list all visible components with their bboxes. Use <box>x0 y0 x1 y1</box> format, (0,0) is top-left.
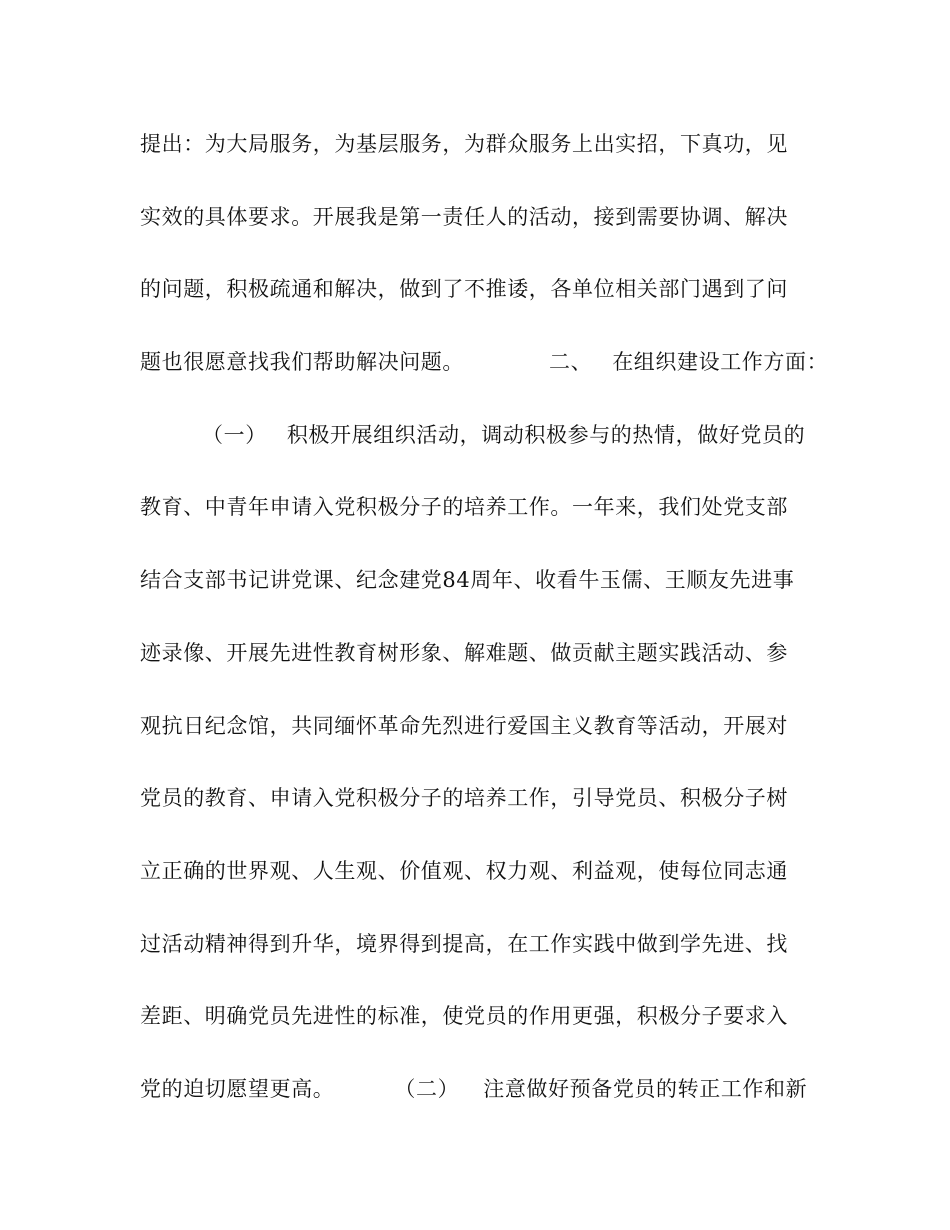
line-text: 过活动精神得到升华，境界得到提高，在工作实践中做到学先进、找 <box>140 931 788 956</box>
line-text: 立正确的世界观、人生观、价值观、权力观、利益观，使每位同志通 <box>140 858 788 883</box>
line-text: 积极开展组织活动，调动积极参与的热情，做好党员的 <box>286 422 806 447</box>
text-line <box>140 193 810 266</box>
line-text: 结合支部书记讲党课、纪念建党84周年、收看牛玉儒、王顺友先进事 <box>140 568 795 593</box>
text-line <box>140 847 810 920</box>
section-heading: 在组织建设工作方面： <box>612 350 829 375</box>
section-number: 二、 <box>549 350 593 375</box>
line-text: 题也很愿意找我们帮助解决问题。 <box>140 350 464 375</box>
text-line <box>140 702 810 775</box>
text-line <box>140 483 810 556</box>
line-text: 迹录像、开展先进性教育树形象、解难题、做贡献主题实践活动、参 <box>140 640 788 665</box>
line-text: 观抗日纪念馆，共同缅怀革命先烈进行爱国主义教育等活动，开展对 <box>140 713 788 738</box>
line-text: 党的迫切愿望更高。 <box>140 1076 335 1101</box>
line-text: 提出：为大局服务，为基层服务，为群众服务上出实招，下真功，见 <box>140 132 788 156</box>
text-line <box>140 992 810 1065</box>
subsection-number: （二） <box>394 1076 460 1101</box>
text-line <box>140 1065 810 1138</box>
text-line <box>140 265 810 338</box>
text-line <box>140 338 829 411</box>
subsection-number: （一） <box>202 422 267 447</box>
line-text: 党员的教育、申请入党积极分子的培养工作，引导党员、积极分子树 <box>140 786 788 811</box>
body-text <box>140 120 829 1138</box>
text-line <box>140 120 810 193</box>
text-line <box>140 920 810 993</box>
line-text: 实效的具体要求。开展我是第一责任人的活动，接到需要协调、解决 <box>140 204 788 229</box>
line-text: 的问题，积极疏通和解决，做到了不推诿，各单位相关部门遇到了问 <box>140 277 788 302</box>
line-text: 注意做好预备党员的转正工作和新 <box>483 1076 808 1101</box>
line-text: 教育、中青年申请入党积极分子的培养工作。一年来，我们处党支部 <box>140 495 788 520</box>
text-line <box>140 629 810 702</box>
text-line <box>140 556 810 629</box>
line-text: 差距、明确党员先进性的标准，使党员的作用更强，积极分子要求入 <box>140 1004 788 1029</box>
text-line <box>140 411 810 484</box>
text-line <box>140 774 810 847</box>
